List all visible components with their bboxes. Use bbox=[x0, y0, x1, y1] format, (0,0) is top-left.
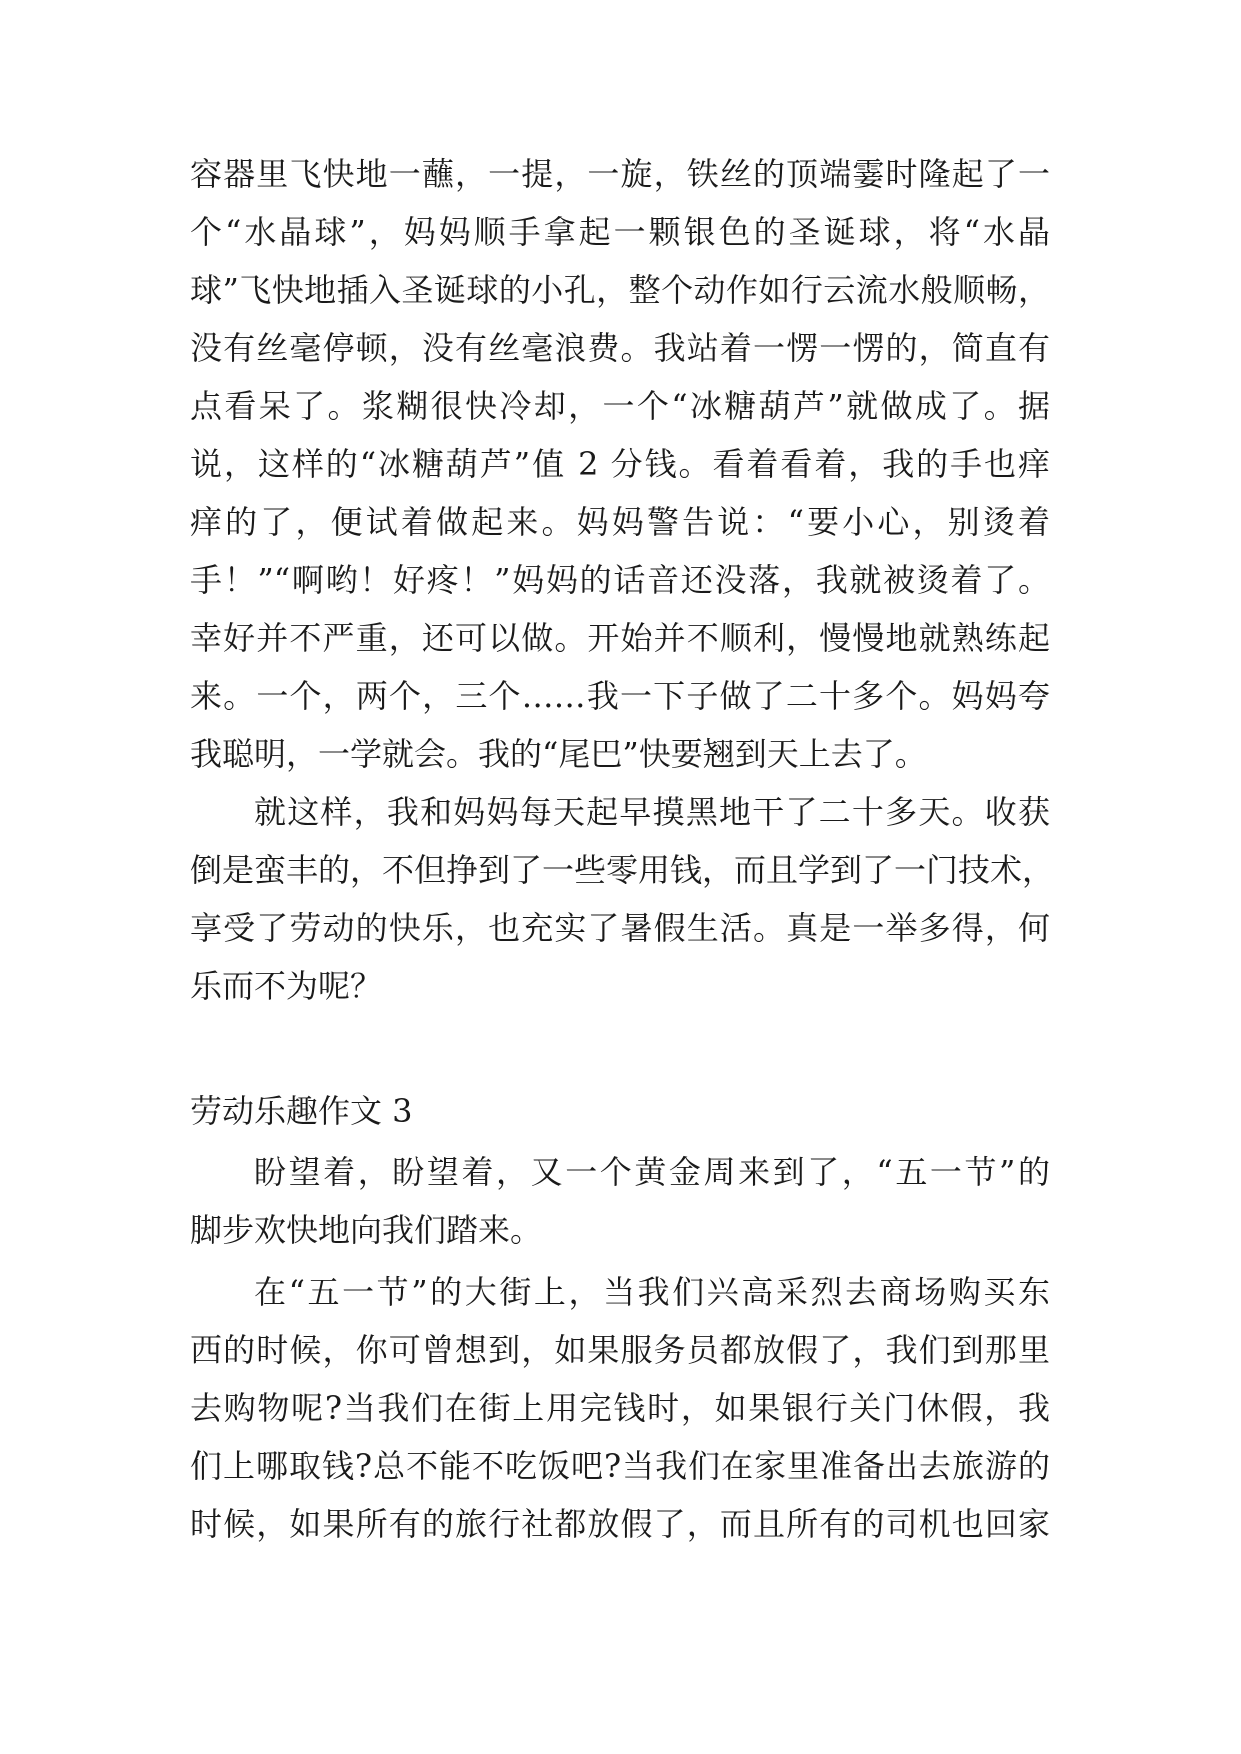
essay-heading: 劳动乐趣作文 3 bbox=[190, 1092, 413, 1130]
text-line: 说，这样的“冰糖葫芦”值 2 分钱。看着看着，我的手也痒 bbox=[190, 445, 1050, 483]
text-line: 盼望着，盼望着，又一个黄金周来到了，“五一节”的 bbox=[254, 1153, 1050, 1191]
text-line: 们上哪取钱?总不能不吃饭吧?当我们在家里准备出去旅游的 bbox=[190, 1447, 1050, 1485]
text-line: 手！”“啊哟！好疼！”妈妈的话音还没落，我就被烫着了。 bbox=[190, 561, 1050, 599]
text-line: 幸好并不严重，还可以做。开始并不顺利，慢慢地就熟练起 bbox=[190, 619, 1050, 657]
text-line: 个“水晶球”，妈妈顺手拿起一颗银色的圣诞球，将“水晶 bbox=[190, 213, 1050, 251]
text-line: 球”飞快地插入圣诞球的小孔，整个动作如行云流水般顺畅， bbox=[190, 271, 1050, 309]
paragraph-intro bbox=[190, 1143, 1050, 1259]
text-line: 乐而不为呢？ bbox=[190, 967, 383, 1005]
text-line: 没有丝毫停顿，没有丝毫浪费。我站着一愣一愣的，简直有 bbox=[190, 329, 1050, 367]
text-line: 来。一个，两个，三个……我一下子做了二十多个。妈妈夸 bbox=[190, 677, 1050, 715]
paragraph-body bbox=[190, 1263, 1050, 1553]
text-line: 就这样，我和妈妈每天起早摸黑地干了二十多天。收获 bbox=[254, 793, 1050, 831]
text-line: 点看呆了。浆糊很快冷却，一个“冰糖葫芦”就做成了。据 bbox=[190, 387, 1050, 425]
text-line: 西的时候，你可曾想到，如果服务员都放假了，我们到那里 bbox=[190, 1331, 1050, 1369]
text-line: 我聪明，一学就会。我的“尾巴”快要翘到天上去了。 bbox=[190, 735, 927, 773]
text-line: 去购物呢?当我们在街上用完钱时，如果银行关门休假，我 bbox=[190, 1389, 1050, 1427]
text-line: 享受了劳动的快乐，也充实了暑假生活。真是一举多得，何 bbox=[190, 909, 1050, 947]
paragraph-conclusion bbox=[190, 783, 1055, 1015]
text-line: 倒是蛮丰的，不但挣到了一些零用钱，而且学到了一门技术， bbox=[190, 851, 1055, 889]
text-line: 脚步欢快地向我们踏来。 bbox=[190, 1211, 543, 1249]
text-line: 痒的了，便试着做起来。妈妈警告说：“要小心，别烫着 bbox=[190, 503, 1050, 541]
text-line: 在“五一节”的大街上，当我们兴高采烈去商场购买东 bbox=[254, 1273, 1050, 1311]
paragraph-continuation bbox=[190, 145, 1050, 783]
text-line: 时候，如果所有的旅行社都放假了，而且所有的司机也回家 bbox=[190, 1505, 1050, 1543]
text-line: 容器里飞快地一蘸，一提，一旋，铁丝的顶端霎时隆起了一 bbox=[190, 155, 1050, 193]
